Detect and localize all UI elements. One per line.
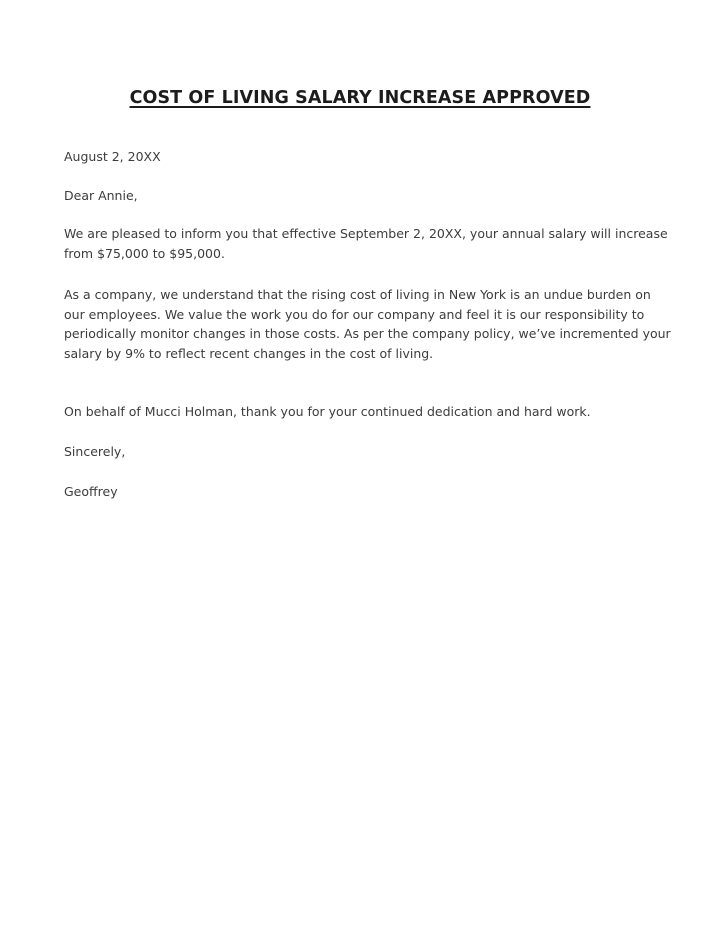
letter-signature: Geoffrey xyxy=(64,484,118,499)
letter-salutation: Dear Annie, xyxy=(64,188,138,203)
letter-date: August 2, 20XX xyxy=(64,149,161,164)
letter-title: COST OF LIVING SALARY INCREASE APPROVED xyxy=(129,88,591,108)
letter-closing: Sincerely, xyxy=(64,444,126,459)
letter-paragraph-2: As a company, we understand that the rising cost of living in New York is an undue burden on our employees. We value the work you do for our company and feel it is our responsibility to periodically monitor changes in those costs. As per the company policy, we’ve incremented your salary by 9% to reflect recent changes in the cost of living. xyxy=(64,287,671,361)
letter-paragraph-1: We are pleased to inform you that effective September 2, 20XX, your annual salary will increase from $75,000 to $95,000. xyxy=(64,226,668,261)
letter-paragraph-3: On behalf of Mucci Holman, thank you for your continued dedication and hard work. xyxy=(64,404,591,419)
